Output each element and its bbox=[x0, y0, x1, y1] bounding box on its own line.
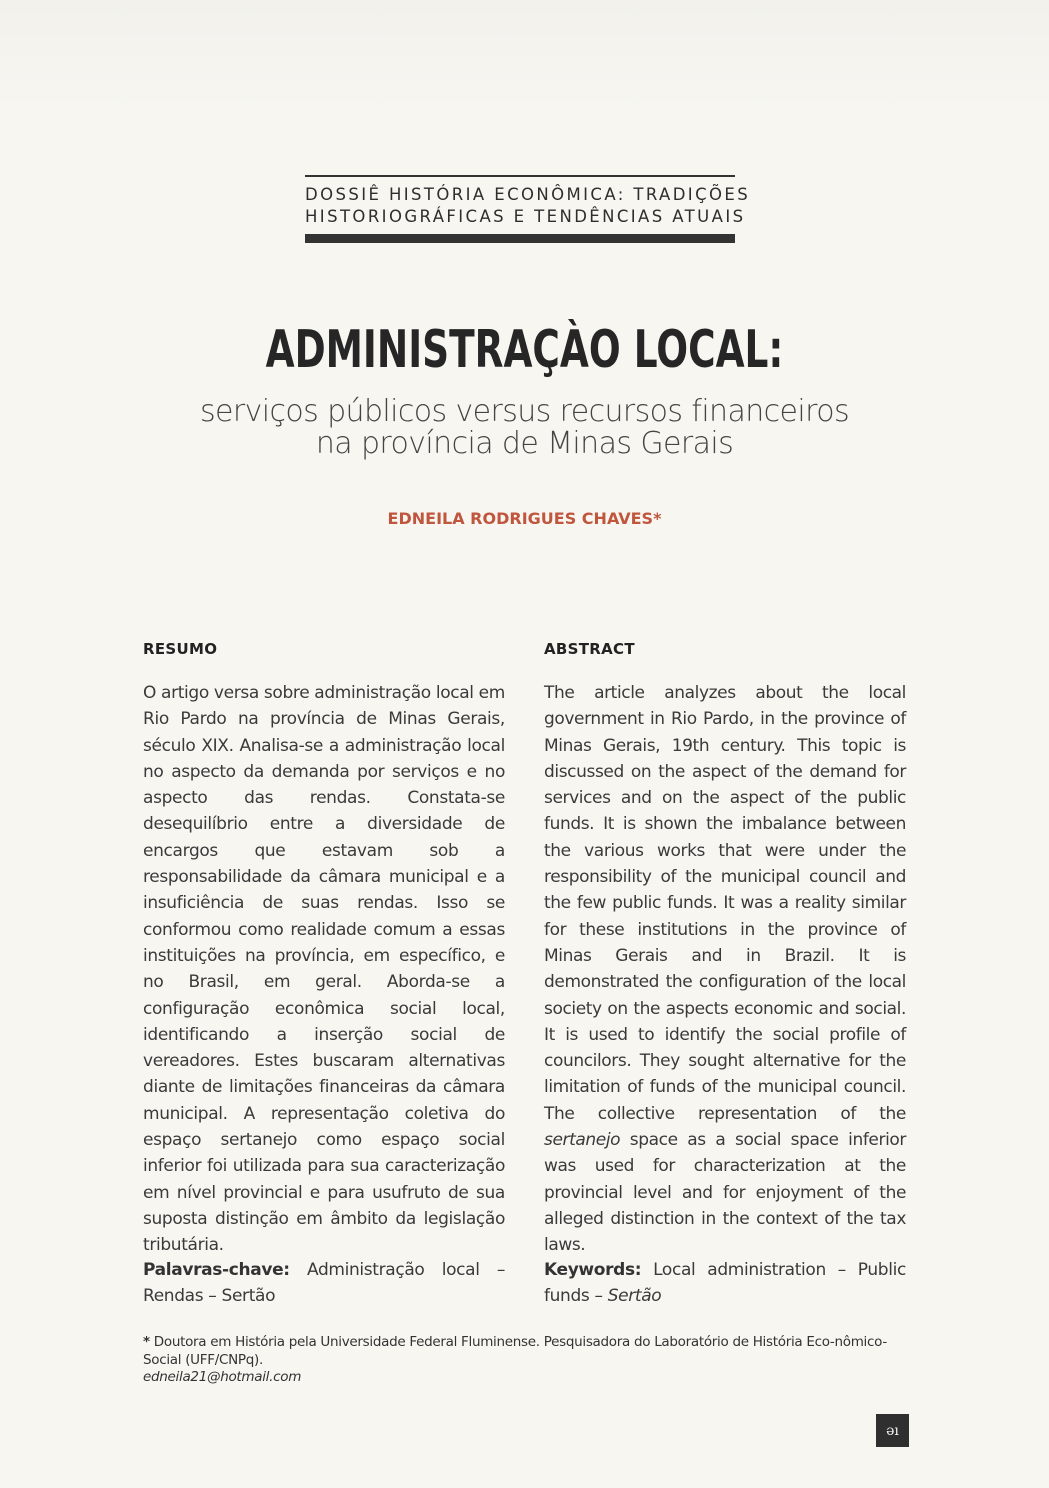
footnote-text: Doutora em História pela Universidade Federal Fluminense. Pesquisadora do Laboratório de História Eco-nômico-Social (UFF/CNPq). bbox=[143, 1334, 887, 1368]
resumo-section bbox=[143, 640, 505, 1259]
resumo-keywords bbox=[143, 1257, 505, 1310]
abstract-heading: ABSTRACT bbox=[544, 640, 635, 658]
abstract-keywords-text: Local administration – Public funds – bbox=[544, 1260, 906, 1307]
article-subtitle-line2: na província de Minas Gerais bbox=[315, 426, 734, 461]
abstract-body bbox=[544, 680, 906, 1259]
dossier-title bbox=[305, 177, 751, 234]
dossier-header bbox=[305, 175, 751, 243]
page-number-badge bbox=[876, 1414, 909, 1447]
abstract-keywords-label: Keywords: bbox=[544, 1260, 642, 1280]
author-footnote bbox=[143, 1334, 908, 1387]
abstract-keywords bbox=[544, 1257, 906, 1310]
abstract-body-part2: space as a social space inferior was used for characterization at the provincial level and for enjoyment of the alleged distinction in the context of the tax laws. bbox=[544, 1130, 906, 1256]
author-email: edneila21@hotmail.com bbox=[143, 1369, 302, 1385]
dossier-bottom-rule bbox=[305, 234, 735, 243]
abstract-section bbox=[544, 640, 906, 1259]
resumo-keywords-text: Administração local – Rendas – Sertão bbox=[143, 1260, 505, 1307]
article-subtitle bbox=[100, 396, 949, 460]
article-title: ADMINISTRAÇÀO LOCAL: bbox=[265, 320, 784, 380]
article-author: EDNEILA RODRIGUES CHAVES* bbox=[387, 509, 662, 528]
dossier-title-line1: DOSSIÊ HISTÓRIA ECONÔMICA: TRADIÇÕES bbox=[305, 185, 751, 204]
abstract-keywords-italic: Sertão bbox=[607, 1286, 662, 1307]
page-number: ǝı bbox=[886, 1422, 899, 1439]
abstract-body-part1: The article analyzes about the local government in Rio Pardo, in the province of Minas Gerais, 19th century. This topic is discussed on the aspect of the demand for services and on the aspect of the public funds. It is shown the imbalance between the various works that were under the responsibility of the municipal council and the few public funds. It was a reality similar for these institutions in the province of Minas Gerais and in Brazil. It is demonstrated the configuration of the local society on the aspects economic and social. It is used to identify the social profile of councilors. They sought alternative for the limitation of funds of the municipal council. The collective representation of the bbox=[544, 683, 906, 1124]
footnote-star: * bbox=[143, 1334, 150, 1350]
page-background-shade bbox=[0, 0, 1049, 110]
resumo-keywords-label: Palavras-chave: bbox=[143, 1260, 290, 1280]
abstract-body-italic: sertanejo bbox=[544, 1130, 621, 1151]
resumo-heading: RESUMO bbox=[143, 640, 218, 658]
article-subtitle-line1: serviços públicos versus recursos financeiros bbox=[199, 394, 850, 429]
resumo-body: O artigo versa sobre administração local em Rio Pardo na província de Minas Gerais, século XIX. Analisa-se a administração local no aspecto da demanda por serviços e no aspecto das rendas. Constata-se desequilíbrio entre a diversidade de encargos que estavam sob a responsabilidade da câmara municipal e a insuficiência de suas rendas. Isso se conformou como realidade comum a essas instituições na província, em específico, e no Brasil, em geral. Aborda-se a configuração econômica social local, identificando a inserção social de vereadores. Estes buscaram alternativas diante de limitações financeiras da câmara municipal. A representação coletiva do espaço sertanejo como espaço social inferior foi utilizada para sua caracterização em nível provincial e para usufruto de sua suposta distinção em âmbito da legislação tributária. bbox=[143, 683, 505, 1256]
dossier-title-line2: HISTORIOGRÁFICAS E TENDÊNCIAS ATUAIS bbox=[305, 207, 746, 226]
